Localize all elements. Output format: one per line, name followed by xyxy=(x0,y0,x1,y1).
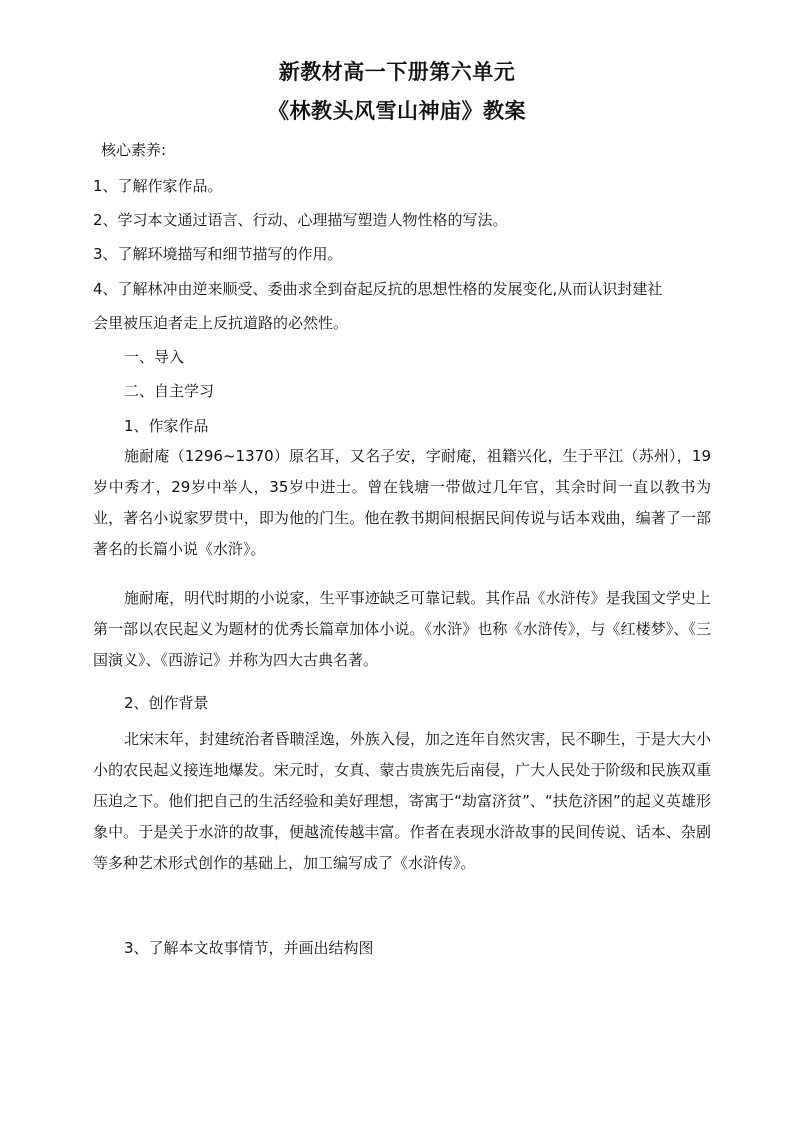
paragraph-author-bio: 施耐庵（1296~1370）原名耳，又名子安，字耐庵，祖籍兴化，生于平江（苏州），19岁中秀才，29岁中举人，35岁中进士。曾在钱塘一带做过几年官，其余时间一直以教书为业，著名小说家罗贯中，即为他的门生。他在教书期间根据民间传说与话本戏曲，编著了一部著名的长篇小说《水浒》。 xyxy=(93,447,711,558)
core-literacy-label: 核心素养: xyxy=(101,141,167,159)
goal-item: 3、了解环境描写和细节描写的作用。 xyxy=(93,245,343,263)
section-heading-self-study: 二、自主学习 xyxy=(124,382,215,400)
goal-item: 4、了解林冲由逆来顺受、委曲求全到奋起反抗的思想性格的发展变化,从而认识封建社 xyxy=(93,280,663,298)
goal-item: 1、了解作家作品。 xyxy=(93,177,223,195)
paragraph-background: 北宋末年，封建统治者昏聩淫逸，外族入侵，加之连年自然灾害，民不聊生，于是大大小小的农民起义接连地爆发。宋元时，女真、蒙古贵族先后南侵，广大人民处于阶级和民族双重压迫之下。他们把自己的生活经验和美好理想，寄寓于“劫富济贫”、“扶危济困”的起义英雄形象中。于是关于水浒的故事，便越流传越丰富。作者在表现水浒故事的民间传说、话本、杂剧等多种艺术形式创作的基础上，加工编写成了《水浒传》。 xyxy=(93,730,711,872)
subsection-heading-plot: 3、了解本文故事情节，并画出结构图 xyxy=(124,939,374,957)
document-title: 新教材高一下册第六单元 xyxy=(278,59,516,84)
subsection-heading-background: 2、创作背景 xyxy=(124,694,209,712)
goal-item: 2、学习本文通过语言、行动、心理描写塑造人物性格的写法。 xyxy=(93,211,508,229)
goal-item-continued: 会里被压迫者走上反抗道路的必然性。 xyxy=(93,314,349,332)
subsection-heading-author-works: 1、作家作品 xyxy=(124,417,209,435)
section-heading-intro: 一、导入 xyxy=(124,348,185,366)
paragraph-author-works: 施耐庵，明代时期的小说家，生平事迹缺乏可靠记载。其作品《水浒传》是我国文学史上第一部以农民起义为题材的优秀长篇章加体小说。《水浒》也称《水浒传》，与《红楼梦》、《三国演义》、《西游记》并称为四大古典名著。 xyxy=(93,589,711,669)
document-subtitle: 《林教头风雪山神庙》教案 xyxy=(268,98,526,123)
